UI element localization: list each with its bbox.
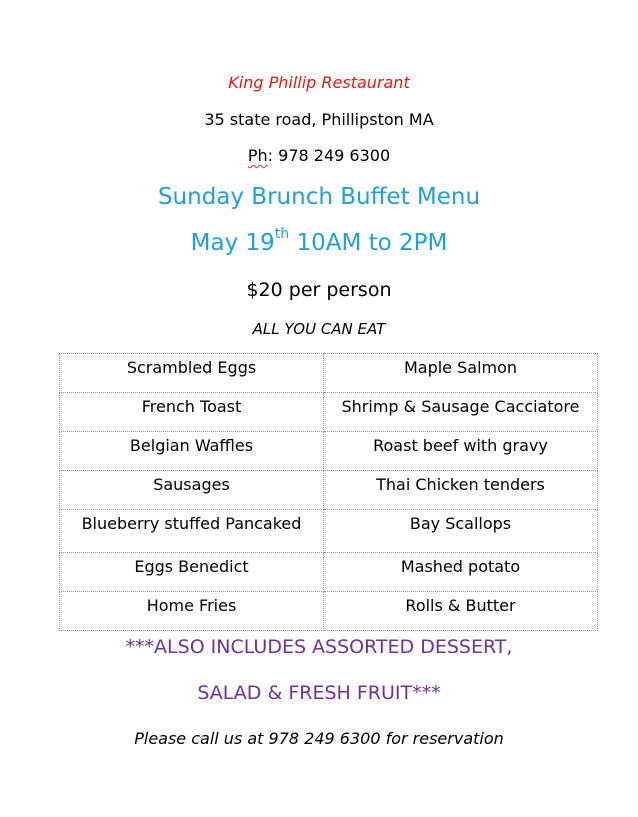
menu-title: Sunday Brunch Buffet Menu [157, 184, 481, 210]
menu-item: Roast beef with gravy [324, 432, 598, 471]
restaurant-address: 35 state road, Phillipston MA [204, 110, 434, 129]
table-row [60, 432, 598, 471]
menu-item: Home Fries [60, 592, 324, 631]
table-row [60, 592, 598, 631]
table-row [60, 510, 598, 553]
restaurant-phone [0, 146, 638, 165]
phone-label: Ph [247, 146, 268, 165]
table-row [60, 471, 598, 510]
menu-date [0, 226, 638, 256]
menu-item: Sausages [60, 471, 324, 510]
price: $20 per person [246, 279, 392, 301]
also-includes-line-2: SALAD & FRESH FRUIT*** [197, 682, 441, 704]
table-row [60, 553, 598, 592]
menu-item: Eggs Benedict [60, 553, 324, 592]
menu-item: French Toast [60, 393, 324, 432]
table-row [60, 354, 598, 393]
menu-item: Thai Chicken tenders [324, 471, 598, 510]
restaurant-name: King Phillip Restaurant [228, 73, 410, 92]
menu-item: Scrambled Eggs [60, 354, 324, 393]
menu-item: Rolls & Butter [324, 592, 598, 631]
date-prefix: May 19 [190, 230, 275, 256]
menu-item: Belgian Waffles [60, 432, 324, 471]
all-you-can-eat: ALL YOU CAN EAT [252, 320, 386, 338]
menu-table [59, 353, 598, 631]
table-row [60, 393, 598, 432]
reservation-note: Please call us at 978 249 6300 for reservation [134, 729, 504, 748]
menu-item: Blueberry stuffed Pancaked [60, 510, 324, 553]
phone-number: : 978 249 6300 [267, 146, 391, 165]
menu-item: Maple Salmon [324, 354, 598, 393]
date-time: 10AM to 2PM [289, 230, 448, 256]
menu-item: Bay Scallops [324, 510, 598, 553]
menu-item: Shrimp & Sausage Cacciatore [324, 393, 598, 432]
also-includes-line-1: ***ALSO INCLUDES ASSORTED DESSERT, [125, 636, 513, 658]
menu-item: Mashed potato [324, 553, 598, 592]
date-suffix: th [274, 226, 290, 242]
